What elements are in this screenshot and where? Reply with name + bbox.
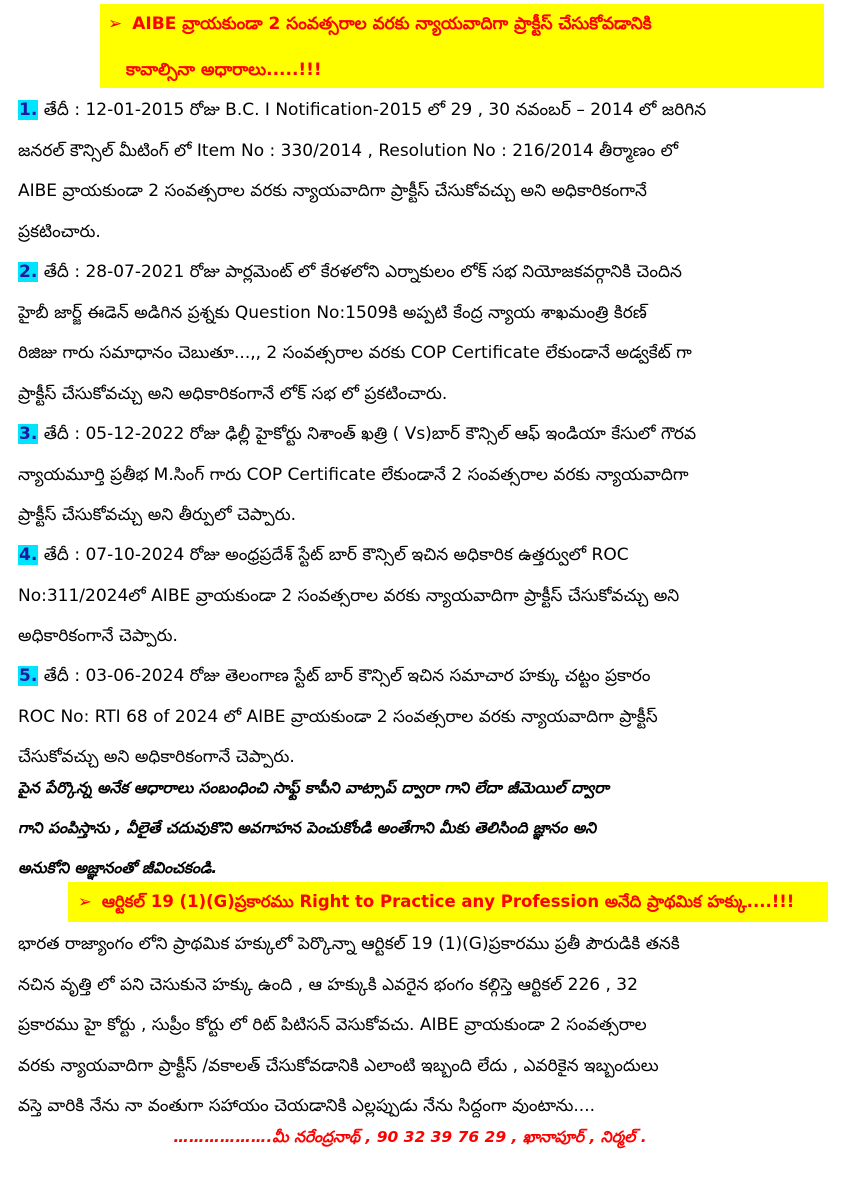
arrow-bullet-icon: ➢	[78, 892, 92, 911]
point-number: 2.	[19, 262, 38, 282]
point-1: 1. తేదీ : 12-01-2015 రోజు B.C. I Notification-2015 లో 29 , 30 నవంబర్ – 2014 లో జరిగిన జనరల్ కౌన్సిల్ మీటింగ్ లో Item No : 330/2014 , Resolution No : 216/2014 తీర్మాణం లో AIBE వ్రాయకుండా 2 సంవత్సరాల వరకు న్యాయవాదిగా ప్రాక్టీస్ చేసుకోవచ్చు అని అధికారికంగానే ప్రకటించారు.	[18, 100, 707, 242]
point-5: 5. తేదీ : 03-06-2024 రోజు తెలంగాణ స్టేట్ బార్ కౌన్సిల్ ఇచిన సమాచార హక్కు చట్టం ప్రకారం ROC No: RTI 68 of 2024 లో AIBE వ్రాయకుండా 2 సంవత్సరాల వరకు న్యాయవాదిగా ప్రాక్టీస్ చేసుకోవచ్చు అని అధికారికంగానే చెప్పారు.	[18, 666, 658, 767]
title-banner	[100, 4, 824, 88]
point-number: 4.	[19, 545, 38, 565]
point-4: 4. తేదీ : 07-10-2024 రోజు అంధ్రప్రదేశ్ స్టేట్ బార్ కౌన్సిల్ ఇచిన అధికారిక ఉత్తర్వులో ROC No:311/2024లో AIBE వ్రాయకుండా 2 సంవత్సరాల వరకు న్యాయవాదిగా ప్రాక్టీస్ చేసుకోవచ్చు అని అధికారికంగానే చెప్పారు.	[18, 545, 680, 646]
point-number: 1.	[19, 100, 38, 120]
point-number: 3.	[19, 424, 38, 444]
point-3: 3. తేదీ : 05-12-2022 రోజు ఢిల్లీ హైకోర్టు నిశాంత్ ఖత్రి ( Vs)బార్ కౌన్సిల్ ఆఫ్ ఇండియా కేసులో గౌరవ న్యాయమూర్తి ప్రతీభ M.సింగ్ గారు COP Certificate లేకుండానే 2 సంవత్సరాల వరకు న్యాయవాదిగా ప్రాక్టీస్ చేసుకోవచ్చు అని తీర్పులో చెప్పారు.	[18, 424, 697, 525]
note-paragraph: పైన పేర్కొన్న అనేక ఆధారాలు సంబంధించి సాఫ్ట్ కాపీని వాట్సాప్ ద్వారా గాని లేదా జీమెయిల్ ద్వారా గాని పంపిస్తాను , వీలైతే చదువుకొని అవగాహన పెంచుకోండి అంతేగాని మీకు తెలిసింది జ్ఞానం అని అనుకోని అజ్ఞానంతో జీవించకండి.	[18, 779, 609, 877]
point-number: 5.	[19, 666, 38, 686]
title-line-1: ➢ AIBE వ్రాయకుండా 2 సంవత్సరాల వరకు న్యాయవాదిగా ప్రాక్టీస్ చేసుకోవడానికి	[108, 14, 652, 34]
arrow-bullet-icon: ➢	[108, 14, 123, 34]
article-heading-banner: ➢ ఆర్టికల్ 19 (1)(G)ప్రకారము Right to Practice any Profession అనేది ప్రాథమిక హక్కు....!!!	[68, 882, 828, 922]
signature-footer: ……………….మీ నరేంద్రనాథ్ , 90 32 39 76 29 , ఖానాపూర్ , నిర్మల్ .	[173, 1128, 647, 1146]
article-paragraph: భారత రాజ్యాంగం లోని ప్రాథమిక హక్కులో పెర్కొన్నా ఆర్టికల్ 19 (1)(G)ప్రకారము ప్రతీ పౌరుడికి తనకి నచిన వృత్తి లో పని చెసుకునె హక్కు ఉంది , ఆ హక్కుకి ఎవరైన భంగం కల్గిస్తె ఆర్టికల్ 226 , 32 ప్రకారము హై కోర్టు , సుప్రీం కోర్టు లో రిట్ పిటిసన్ వెసుకోవచు. AIBE వ్రాయకుండా 2 సంవత్సరాల వరకు న్యాయవాదిగా ప్రాక్టీస్ /వకాలత్ చేసుకోవడానికి ఎలాంటి ఇబ్బంది లేదు , ఎవరికైన ఇబ్బందులు వస్తె వారికి నేను నా వంతుగా సహాయం చెయడానికి ఎల్లప్పుడు నేను సిద్దంగా వుంటాను....	[18, 934, 680, 1116]
title-line-2: కావాల్సినా అధారాలు.....!!!	[126, 60, 322, 80]
point-2: 2. తేదీ : 28-07-2021 రోజు పార్లమెంట్ లో కేరళలోని ఎర్నాకులం లోక్ సభ నియోజకవర్గానికి చెందిన హైబీ జార్జ్ ఈడెన్ అడిగిన ప్రశ్నకు Question No:1509కి అప్పటి కేంద్ర న్యాయ శాఖమంత్రి కిరణ్ రిజిజు గారు సమాధానం చెబుతూ...,, 2 సంవత్సరాల వరకు COP Certificate లేకుండానే అడ్వకేట్ గా ప్రాక్టీస్ చేసుకోవచ్చు అని అధికారికంగానే లోక్ సభ లో ప్రకటించారు.	[18, 262, 692, 404]
